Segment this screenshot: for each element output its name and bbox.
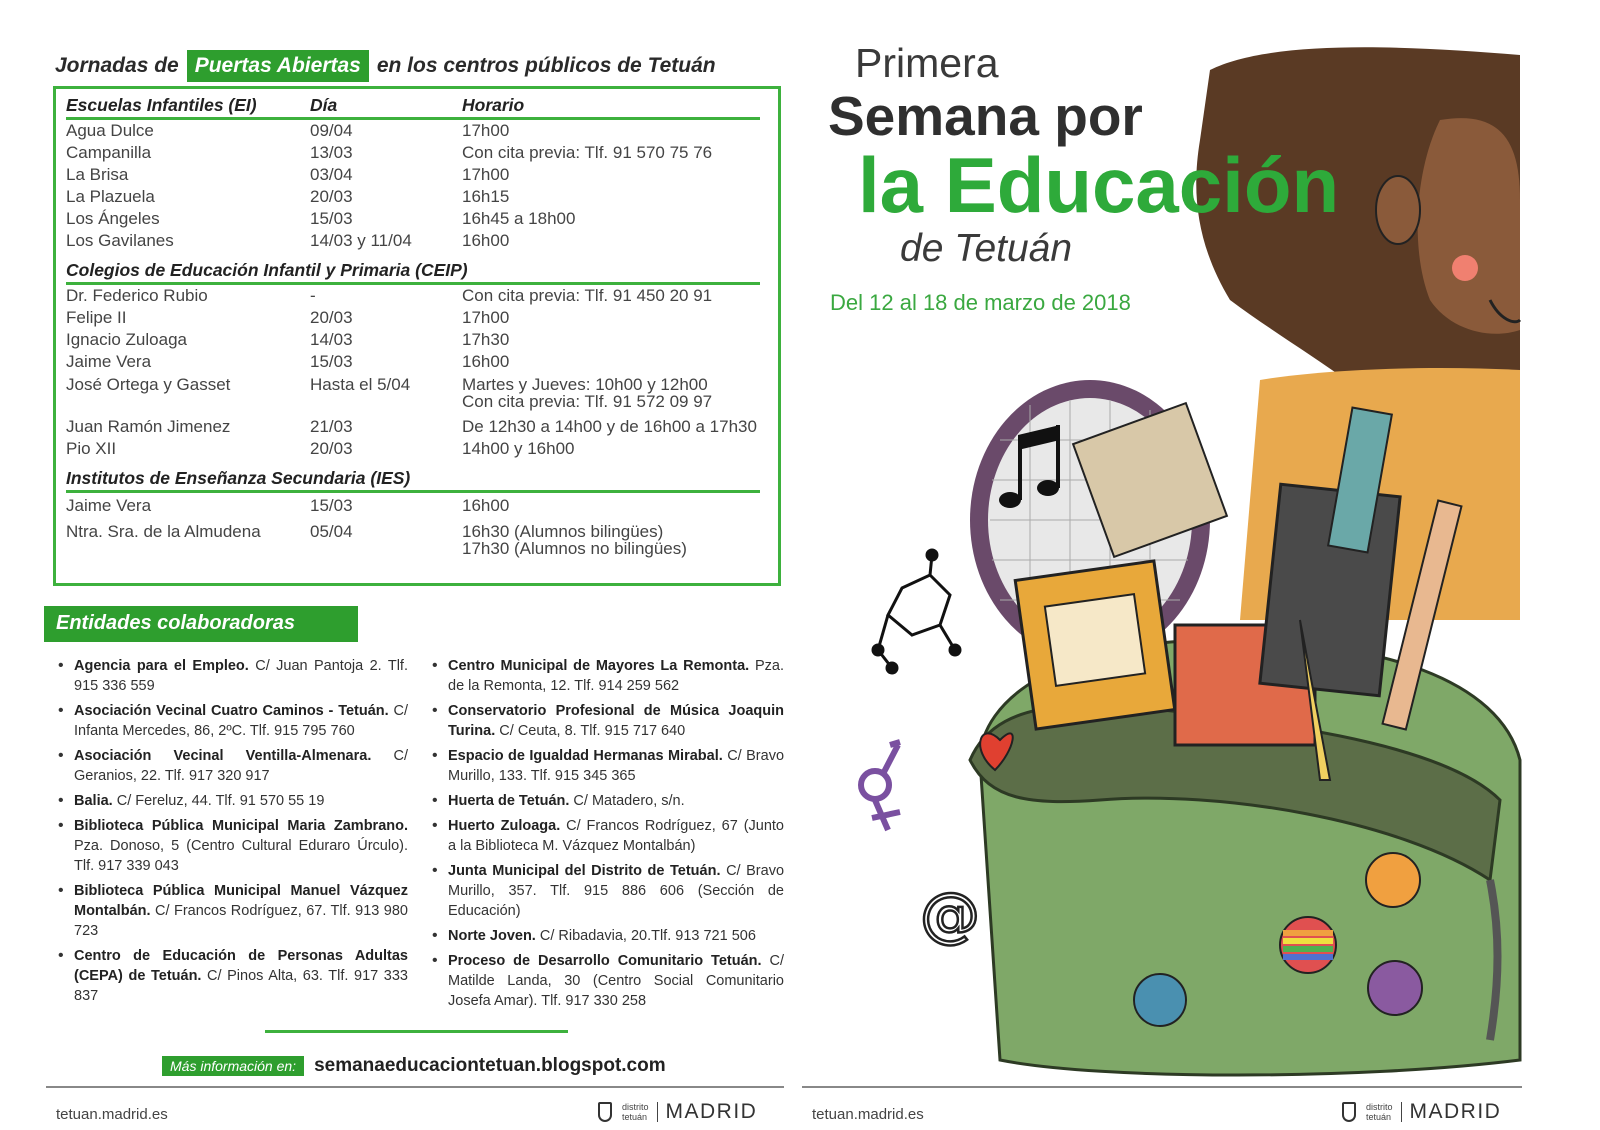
- gender-symbol-icon: [861, 742, 900, 830]
- section-header: Institutos de Enseñanza Secundaria (IES): [66, 466, 760, 493]
- list-item: • Centro Municipal de Mayores La Remonta. Pza. de la Remonta, 12. Tlf. 914 259 562: [432, 656, 784, 696]
- table-row: Juan Ramón Jimenez 21/03 De 12h30 a 14h00 y de 16h00 a 17h30: [66, 417, 757, 436]
- entities-left-column: [58, 656, 408, 1011]
- footer-website[interactable]: tetuan.madrid.es: [812, 1106, 924, 1123]
- table-row: Ignacio Zuloaga 14/03 17h30: [66, 330, 510, 349]
- table-row: Jaime Vera 15/03 16h00: [66, 496, 510, 515]
- cover-title-line3: la Educación: [858, 141, 1340, 229]
- list-item: • Huerto Zuloaga. C/ Francos Rodríguez, 67 (Junto a la Biblioteca M. Vázquez Montalbán): [432, 816, 784, 856]
- globe-badge-icon: [1134, 974, 1186, 1026]
- list-item: • Balia. C/ Fereluz, 44. Tlf. 91 570 55 19: [58, 791, 408, 811]
- triskelion-badge-icon: [1366, 853, 1420, 907]
- col-day-header: Día: [310, 95, 338, 115]
- list-item: • Biblioteca Pública Municipal Maria Zambrano. Pza. Donoso, 5 (Centro Cultural Eduraro Úrculo). Tlf. 917 339 043: [58, 816, 408, 876]
- entities-right-column: [432, 656, 784, 1016]
- cover-page: [800, 0, 1600, 1130]
- section-ies: [66, 466, 768, 563]
- table-row: Dr. Federico Rubio - Con cita previa: Tlf. 91 450 20 91: [66, 286, 713, 305]
- entities-title: Entidades colaboradoras: [44, 606, 358, 642]
- footer-divider: [46, 1086, 784, 1088]
- footer-divider: [802, 1086, 1522, 1088]
- rainbow-badge-icon: [1280, 917, 1336, 973]
- molecule-icon: [873, 550, 960, 673]
- crest-icon: [598, 1102, 612, 1122]
- more-info-label: Más información en:: [162, 1056, 304, 1076]
- list-item: • Asociación Vecinal Ventilla-Almenara. C/ Geranios, 22. Tlf. 917 320 917: [58, 746, 408, 786]
- crest-icon: [1342, 1102, 1356, 1122]
- list-item: • Proceso de Desarrollo Comunitario Tetuán. C/ Matilde Landa, 30 (Centro Social Comunitario Josefa Amar). Tlf. 917 330 258: [432, 951, 784, 1011]
- table-row: José Ortega y Gasset Hasta el 5/04 Martes y Jueves: 10h00 y 12h00 Con cita previa: Tlf. 91 572 09 97: [66, 375, 713, 411]
- open-days-title: Jornadas de Puertas Abiertas en los centros públicos de Tetuán: [55, 48, 716, 84]
- list-item: • Junta Municipal del Distrito de Tetuán. C/ Bravo Murillo, 357. Tlf. 915 886 606 (Sección de Educación): [432, 861, 784, 921]
- madrid-logo: distrito tetuán MADRID: [598, 1100, 757, 1124]
- table-row: Jaime Vera 15/03 16h00: [66, 352, 510, 371]
- at-sign-icon: @: [920, 880, 980, 950]
- list-item: • Biblioteca Pública Municipal Manuel Vázquez Montalbán. C/ Francos Rodríguez, 67. Tlf. 913 980 723: [58, 881, 408, 941]
- table-row: Los Gavilanes 14/03 y 11/04 16h00: [66, 231, 510, 250]
- madrid-logo: distrito tetuán MADRID: [1342, 1100, 1501, 1124]
- table-row: La Brisa 03/04 17h00: [66, 165, 510, 184]
- list-item: • Agencia para el Empleo. C/ Juan Pantoja 2. Tlf. 915 336 559: [58, 656, 408, 696]
- table-row: Felipe II 20/03 17h00: [66, 308, 510, 327]
- more-info: [162, 1055, 666, 1077]
- list-item: • Huerta de Tetuán. C/ Matadero, s/n.: [432, 791, 784, 811]
- section-ceip: [66, 258, 768, 460]
- cover-dates: Del 12 al 18 de marzo de 2018: [830, 290, 1131, 315]
- cover-title-line2: Semana por: [828, 85, 1143, 147]
- cover-title-line4: de Tetuán: [900, 227, 1073, 270]
- blog-link[interactable]: semanaeducaciontetuan.blogspot.com: [314, 1055, 666, 1076]
- list-item: • Centro de Educación de Personas Adultas (CEPA) de Tetuán. C/ Pinos Alta, 63. Tlf. 917 333 837: [58, 946, 408, 1006]
- open-days-highlight: Puertas Abiertas: [187, 50, 369, 82]
- section-ei: [66, 93, 768, 252]
- table-row: Ntra. Sra. de la Almudena 05/04 16h30 (Alumnos bilingües) 17h30 (Alumnos no bilingües): [66, 522, 687, 558]
- section-header: Escuelas Infantiles (EI) Día Horario: [66, 93, 760, 120]
- col-time-header: Horario: [462, 95, 525, 115]
- divider: [265, 1030, 568, 1033]
- list-item: • Asociación Vecinal Cuatro Caminos - Tetuán. C/ Infanta Mercedes, 86, 2ºC. Tlf. 915 795 760: [58, 701, 408, 741]
- cover-title-line1: Primera: [855, 40, 999, 86]
- peace-badge-icon: [1368, 961, 1422, 1015]
- table-row: La Plazuela 20/03 16h15: [66, 187, 510, 206]
- table-row: Los Ángeles 15/03 16h45 a 18h00: [66, 209, 576, 228]
- list-item: • Conservatorio Profesional de Música Joaquin Turina. C/ Ceuta, 8. Tlf. 915 717 640: [432, 701, 784, 741]
- section-header: Colegios de Educación Infantil y Primaria (CEIP): [66, 258, 760, 285]
- open-days-table: [53, 86, 781, 586]
- table-row: Agua Dulce 09/04 17h00: [66, 121, 510, 140]
- list-item: • Espacio de Igualdad Hermanas Mirabal. C/ Bravo Murillo, 133. Tlf. 915 345 365: [432, 746, 784, 786]
- footer-website[interactable]: tetuan.madrid.es: [56, 1106, 168, 1123]
- table-row: Pio XII 20/03 14h00 y 16h00: [66, 439, 575, 458]
- list-item: • Norte Joven. C/ Ribadavia, 20.Tlf. 913 721 506: [432, 926, 784, 946]
- table-row: Campanilla 13/03 Con cita previa: Tlf. 91 570 75 76: [66, 143, 713, 162]
